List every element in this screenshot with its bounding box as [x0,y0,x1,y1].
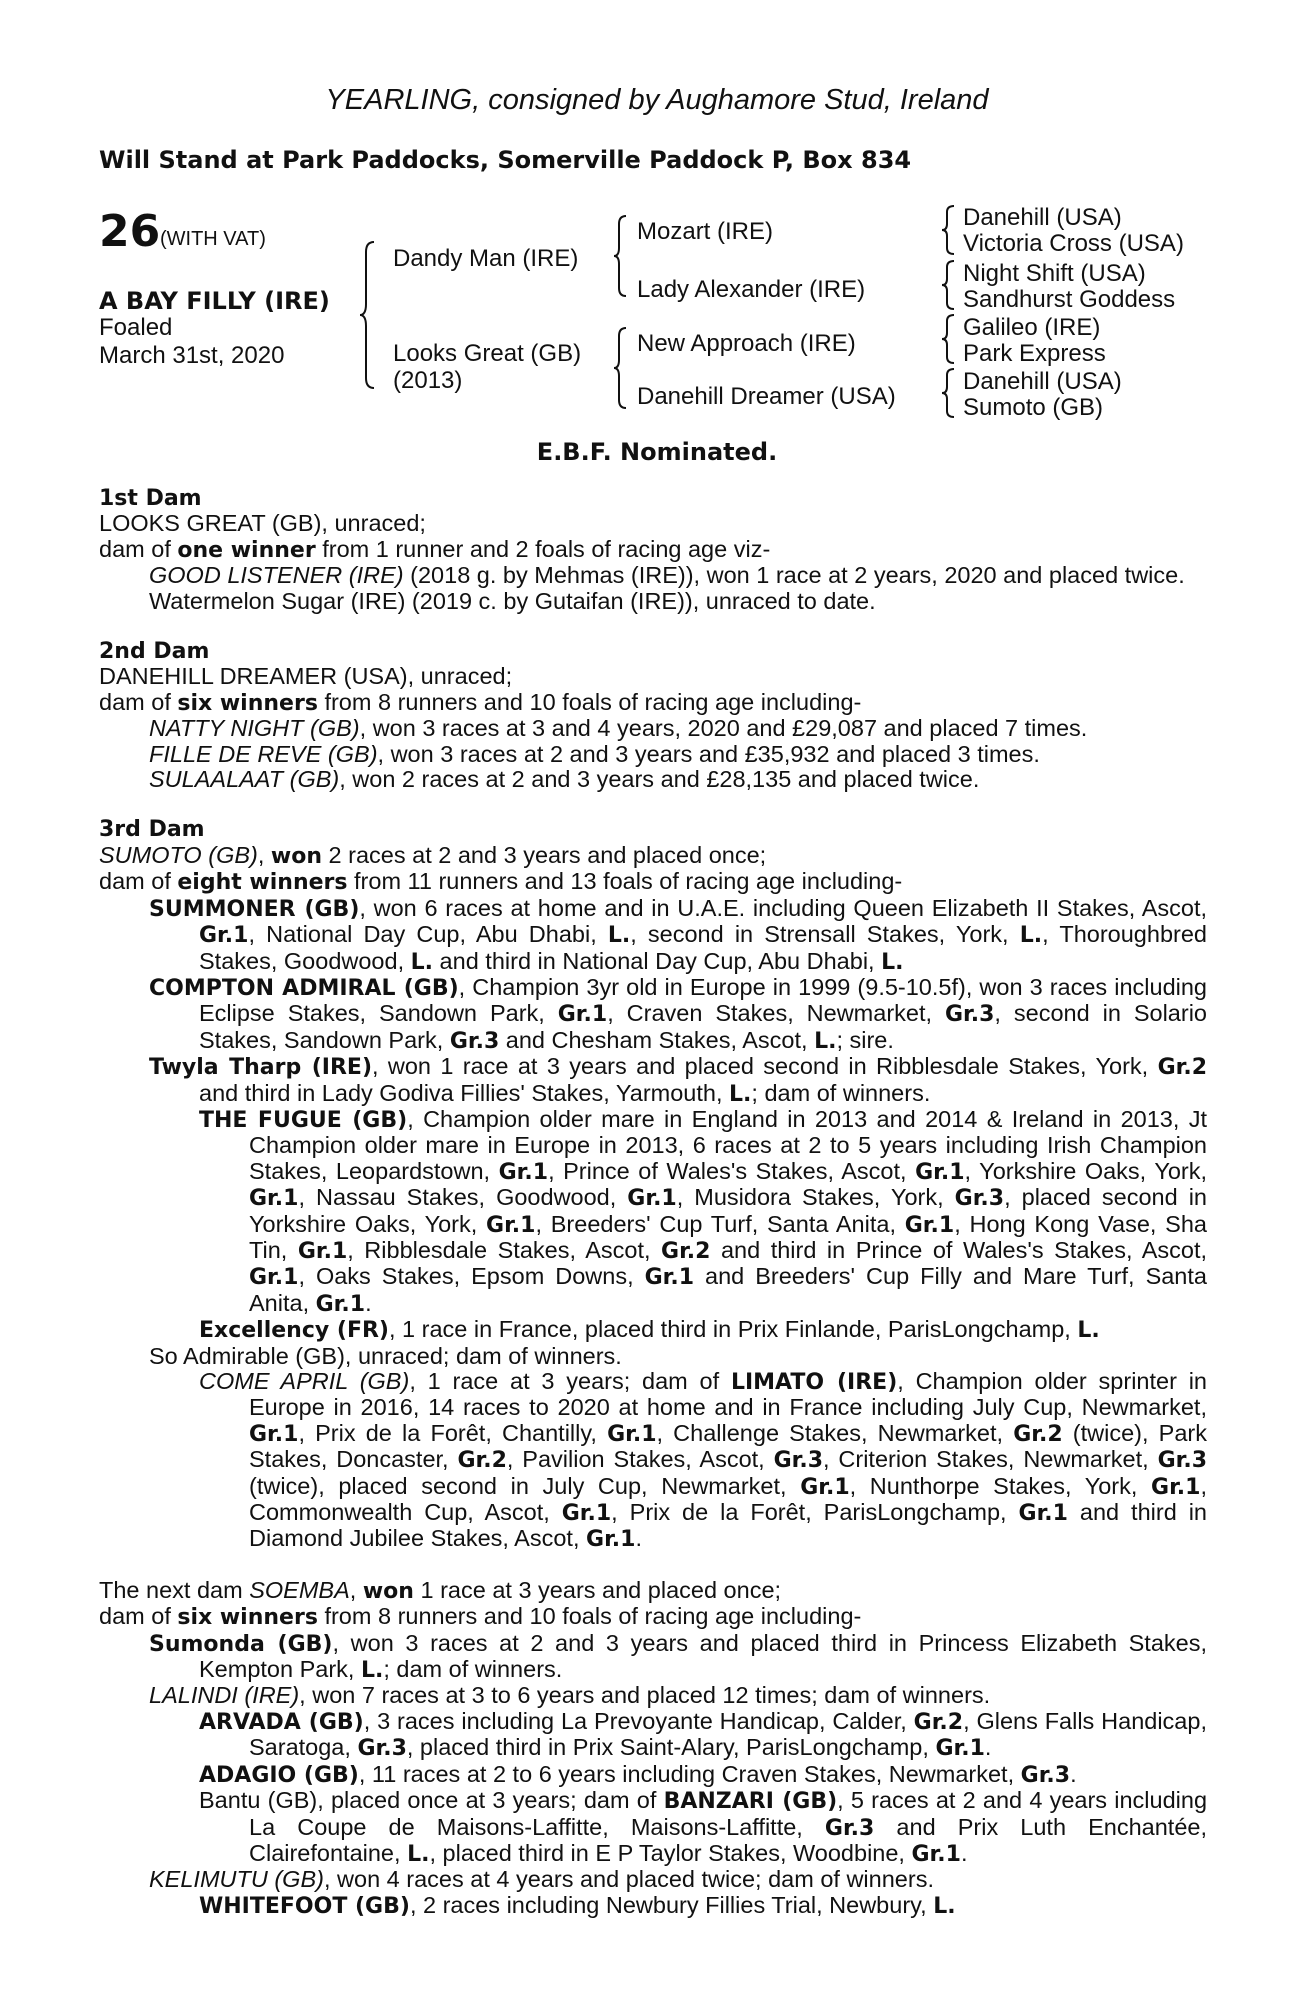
bold-run: L. [933,1893,956,1919]
pedigree-g8: Sumoto (GB) [963,394,1104,421]
bold-run: ARVADA (GB) [199,1709,364,1735]
second-dam-produce-2: FILLE DE REVE (GB), won 3 races at 2 and 3 years and £35,932 and placed 3 times. [149,740,1040,767]
text-run: . [1070,1760,1077,1787]
second-dam-produce-3: SULAALAAT (GB), won 2 races at 2 and 3 years and £28,135 and placed twice. [149,766,980,793]
pedigree-dam: Looks Great (GB) [393,340,582,367]
pedigree-dam-sire: New Approach (IRE) [637,330,856,357]
text-run: , won 7 races at 3 to 6 years and placed 12 times; dam of winners. [299,1682,991,1709]
bold-run: L. [729,1081,752,1107]
text-run: and Chesham Stakes, Ascot, [499,1026,815,1053]
bold-run: Gr.1 [911,1841,961,1867]
bold-run: SUMMONER (GB) [149,896,360,922]
vat-note: (WITH VAT) [160,228,266,250]
pedigree-brace-g78 [940,367,958,419]
text-run: ; sire. [836,1026,894,1053]
second-dam-heading: 2nd Dam [99,639,210,665]
bold-run: Gr.1 [915,1159,965,1185]
entry-adagio [99,1762,1207,1788]
text-run: ; dam of winners. [751,1079,931,1106]
stand-location: Will Stand at Park Paddocks, Somerville Paddock P, Box 834 [99,146,912,174]
bold-run: Gr.1 [561,1501,612,1527]
entry-kelimutu [99,1867,1207,1892]
text-run: , 1 race at 3 years; dam of [409,1368,731,1394]
text-run: , Champion older mare in England in 2013 and 2014 & Ireland in 2013, Jt Champion older mare in Europe in 2013, 6 races at 2 to 5 years including Irish Champion Stakes, Leopardstown, [249,1105,1208,1184]
consignor-heading: YEARLING, consigned by Aughamore Stud, Ireland [325,84,989,116]
bold-run: L. [407,1841,430,1867]
text-run: , won 3 races at 2 and 3 years and placed third in Princess Elizabeth Stakes, Kempton Park, [199,1629,1208,1683]
entry-come-april [99,1369,1207,1553]
pedigree-g2: Victoria Cross (USA) [963,230,1184,257]
entry-sumonda [99,1631,1207,1684]
text-run: , Oaks Stakes, Epsom Downs, [298,1263,645,1290]
bold-run: Gr.3 [449,1028,500,1054]
bold-run: Gr.2 [1013,1421,1063,1447]
text-run: 1 race at 3 years and placed once; [413,1576,782,1603]
text-run: ; dam of winners. [383,1656,563,1683]
text-run: dam of [99,1603,178,1630]
bold-run: Gr.1 [249,1421,299,1447]
bold-run: ADAGIO (GB) [199,1762,359,1788]
text-run: and Prix Luth Enchantée, Clairefontaine, [249,1813,1207,1866]
next-dam-line [99,1578,1207,1604]
italic-run: LALINDI (IRE) [149,1682,300,1709]
bold-run: Gr.2 [661,1238,711,1264]
text-run: , 1 race in France, placed third in Prix Finlande, ParisLongchamp, [388,1316,1078,1343]
bold-run: Gr.1 [199,923,249,949]
text-run: . [635,1525,642,1552]
entry-excellency [99,1317,1207,1343]
bold-run: L. [814,1028,837,1054]
bold-run: Gr.1 [557,1002,608,1028]
entry-arvada [99,1709,1207,1762]
text-run: . [984,1734,992,1761]
pedigree-sire: Dandy Man (IRE) [393,245,579,272]
entry-summoner [99,896,1207,975]
text-run: , second in Strensall Stakes, York, [630,921,1020,948]
bold-run: Gr.1 [249,1186,299,1212]
bold-run: Twyla Tharp (IRE) [149,1055,372,1081]
next-dam-produce-summary [99,1604,1207,1630]
text-run: and third in Lady Godiva Fillies' Stakes, Yarmouth, [199,1079,730,1106]
second-dam-produce-1: NATTY NIGHT (GB), won 3 races at 3 and 4 years, 2020 and £29,087 and placed 7 times. [149,715,1088,742]
pedigree-sire-sire: Mozart (IRE) [637,218,774,245]
text-run: , Prix de la Forêt, Chantilly, [298,1419,608,1446]
pedigree-brace-sire [612,214,632,298]
pedigree-dam-dam: Danehill Dreamer (USA) [637,383,896,410]
text-run: , second in Solario Stakes, Sandown Park, [199,1000,1207,1053]
third-dam-heading: 3rd Dam [99,817,205,843]
text-run: , Prince of Wales's Stakes, Ascot, [548,1157,916,1184]
first-dam-heading: 1st Dam [99,486,202,511]
text-run: , placed third in Prix Saint-Alary, ParisLongchamp, [406,1734,936,1761]
pedigree-dam-year: (2013) [393,367,463,394]
entry-bantu [99,1788,1207,1867]
bold-run: Gr.1 [1151,1474,1201,1500]
text-run: (twice), placed second in July Cup, Newmarket, [249,1472,801,1499]
bold-run: Gr.3 [944,1002,995,1028]
bold-run: Gr.3 [1020,1762,1071,1788]
third-dam-line: SUMOTO (GB), won 2 races at 2 and 3 years and placed once; [99,841,767,869]
text-run: The next dam [99,1576,250,1603]
entry-lalindi [99,1683,1207,1708]
text-run: from 8 runners and 10 foals of racing age including- [317,1603,862,1630]
bold-run: Gr.3 [773,1448,824,1474]
bold-run: L. [410,949,434,975]
text-run: , placed second in Yorkshire Oaks, York, [249,1184,1207,1237]
text-run: , Champion 3yr old in Europe in 1999 (9.5-10.5f), won 3 races including Eclipse Stakes, Sandown Park, [199,973,1208,1027]
text-run: and third in Prince of Wales's Stakes, Ascot, [710,1236,1208,1263]
bold-run: Gr.2 [913,1709,964,1735]
text-run: , Champion older sprinter in Europe in 2016, 14 races to 2020 at home and in France including July Cup, Newmarket, [249,1368,1207,1421]
third-dam-produce-summary: dam of eight winners from 11 runners and 13 foals of racing age including- [99,868,903,896]
text-run: , Craven Stakes, Newmarket, [607,1000,945,1027]
text-run: , 3 races including La Prevoyante Handicap, Calder, [363,1707,914,1734]
bold-run: Gr.1 [1018,1501,1068,1527]
bold-run: Sumonda (GB) [149,1631,333,1657]
bold-run: LIMATO (IRE) [730,1370,898,1395]
bold-run: Gr.1 [486,1212,536,1238]
text-run: Bantu (GB), placed once at 3 years; dam of [199,1787,664,1814]
text-run: and Breeders' Cup Filly and Mare Turf, Santa Anita, [249,1263,1207,1316]
text-run: . [960,1839,968,1866]
foaled-date: March 31st, 2020 [99,342,285,369]
bold-run: L. [1077,1318,1100,1344]
text-run: , Ribblesdale Stakes, Ascot, [347,1236,662,1263]
text-run: , 11 races at 2 to 6 years including Craven Stakes, Newmarket, [358,1760,1021,1787]
text-run: , [349,1576,363,1603]
pedigree-g5: Galileo (IRE) [963,314,1101,341]
text-run: , Thoroughbred Stakes, Goodwood, [199,921,1207,974]
italic-run: SOEMBA [249,1576,350,1603]
text-run: , Challenge Stakes, Newmarket, [656,1419,1014,1446]
lot-number: 26 [99,206,161,257]
text-run: , Criterion Stakes, Newmarket, [823,1446,1158,1473]
bold-run: BANZARI (GB) [663,1789,838,1815]
lot-description: A BAY FILLY (IRE) [99,287,330,315]
bold-run: Gr.1 [800,1474,850,1500]
text-run: , Glens Falls Handicap, Saratoga, [249,1707,1207,1761]
pedigree-g1: Danehill (USA) [963,204,1122,231]
first-dam-produce-2: Watermelon Sugar (IRE) (2019 c. by Gutaifan (IRE)), unraced to date. [149,587,876,614]
bold-run: Gr.1 [627,1186,677,1212]
bold-run: Gr.3 [357,1736,407,1762]
text-run: , National Day Cup, Abu Dhabi, [248,921,608,948]
entry-twyla-tharp [99,1054,1207,1107]
entry-compton-admiral [99,975,1207,1054]
bold-run: THE FUGUE (GB) [199,1107,408,1133]
foaled-info [99,314,284,370]
bold-run: Gr.3 [824,1815,875,1841]
foaled-label: Foaled [99,314,173,341]
text-run: . [365,1289,372,1316]
italic-run: COME APRIL (GB) [199,1368,410,1394]
text-run: , won 4 races at 4 years and placed twice; dam of winners. [323,1866,934,1893]
bold-run: Gr.1 [904,1212,955,1238]
second-dam-produce-summary: dam of six winners from 8 runners and 10 foals of racing age including- [99,688,862,716]
bold-run: Gr.1 [935,1736,985,1762]
text-run: , Breeders' Cup Turf, Santa Anita, [535,1210,905,1237]
text-run: , Commonwealth Cup, Ascot, [249,1472,1207,1526]
pedigree-g7: Danehill (USA) [963,368,1122,395]
bold-run: Gr.3 [1157,1448,1207,1474]
pedigree-brace-g12 [940,204,958,256]
entry-the-fugue [99,1107,1207,1317]
text-run: , Pavilion Stakes, Ascot, [506,1446,774,1473]
first-dam-produce-summary: dam of one winner from 1 runner and 2 foals of racing age viz- [99,535,771,563]
bold-run: WHITEFOOT (GB) [199,1893,410,1919]
pedigree-brace-dam [612,326,632,410]
first-dam-produce-1: GOOD LISTENER (IRE) (2018 g. by Mehmas (IRE)), won 1 race at 2 years, 2020 and placed twice. [149,562,1185,589]
bold-run: Gr.1 [297,1238,348,1264]
pedigree-brace-g34 [940,259,958,311]
bold-run: Gr.1 [644,1265,695,1291]
pedigree-g3: Night Shift (USA) [963,260,1146,287]
ebf-note: E.B.F. Nominated. [536,438,778,466]
pedigree-brace-main [358,240,380,390]
pedigree-g6: Park Express [963,340,1106,367]
text-run: , 2 races including Newbury Fillies Trial, Newbury, [409,1891,934,1918]
bold-run: Gr.2 [457,1448,507,1474]
bold-run: COMPTON ADMIRAL (GB) [149,975,459,1001]
pedigree-g4: Sandhurst Goddess [963,286,1176,313]
text-run: and third in National Day Cup, Abu Dhabi, [433,947,882,974]
first-dam-line: LOOKS GREAT (GB), unraced; [99,510,426,537]
bold-run: six winners [177,1605,318,1631]
bold-run: Gr.3 [954,1186,1005,1212]
text-run: , won 6 races at home and in U.A.E. including Queen Elizabeth II Stakes, Ascot, [359,894,1208,921]
bold-run: Gr.1 [586,1527,636,1553]
dam-line-text [99,486,1207,1919]
bold-run: won [362,1578,414,1604]
entry-so-admirable: So Admirable (GB), unraced; dam of winners. [149,1342,622,1369]
entry-whitefoot [99,1893,1207,1919]
text-run: (twice), Park Stakes, Doncaster, [249,1419,1207,1473]
bold-run: L. [360,1658,384,1684]
text-run: , Musidora Stakes, York, [676,1184,955,1211]
bold-run: Excellency (FR) [199,1318,389,1344]
bold-run: Gr.1 [315,1291,366,1317]
text-run: , Nunthorpe Stakes, York, [849,1472,1152,1499]
bold-run: Gr.1 [607,1421,657,1447]
text-run: , placed third in E P Taylor Stakes, Woodbine, [429,1839,912,1866]
text-run: , won 1 race at 3 years and placed second in Ribblesdale Stakes, York, [372,1053,1158,1080]
text-run: , Yorkshire Oaks, York, [964,1157,1208,1184]
pedigree-sire-dam: Lady Alexander (IRE) [637,276,866,303]
bold-run: Gr.2 [1157,1055,1207,1081]
text-run: , Prix de la Forêt, ParisLongchamp, [611,1499,1019,1526]
text-run: , Hong Kong Vase, Sha Tin, [249,1210,1207,1263]
text-run: , Nassau Stakes, Goodwood, [298,1184,628,1211]
bold-run: Gr.1 [249,1265,299,1291]
text-run: , 5 races at 2 and 4 years including La Coupe de Maisons-Laffitte, Maisons-Laffitte, [249,1787,1208,1840]
bold-run: L. [607,923,631,949]
pedigree-brace-g56 [940,313,958,365]
bold-run: L. [881,949,904,975]
italic-run: KELIMUTU (GB) [149,1866,324,1893]
second-dam-line: DANEHILL DREAMER (USA), unraced; [99,663,513,690]
bold-run: Gr.1 [498,1159,549,1185]
bold-run: L. [1019,923,1043,949]
text-run: and third in Diamond Jubilee Stakes, Ascot, [249,1499,1207,1552]
